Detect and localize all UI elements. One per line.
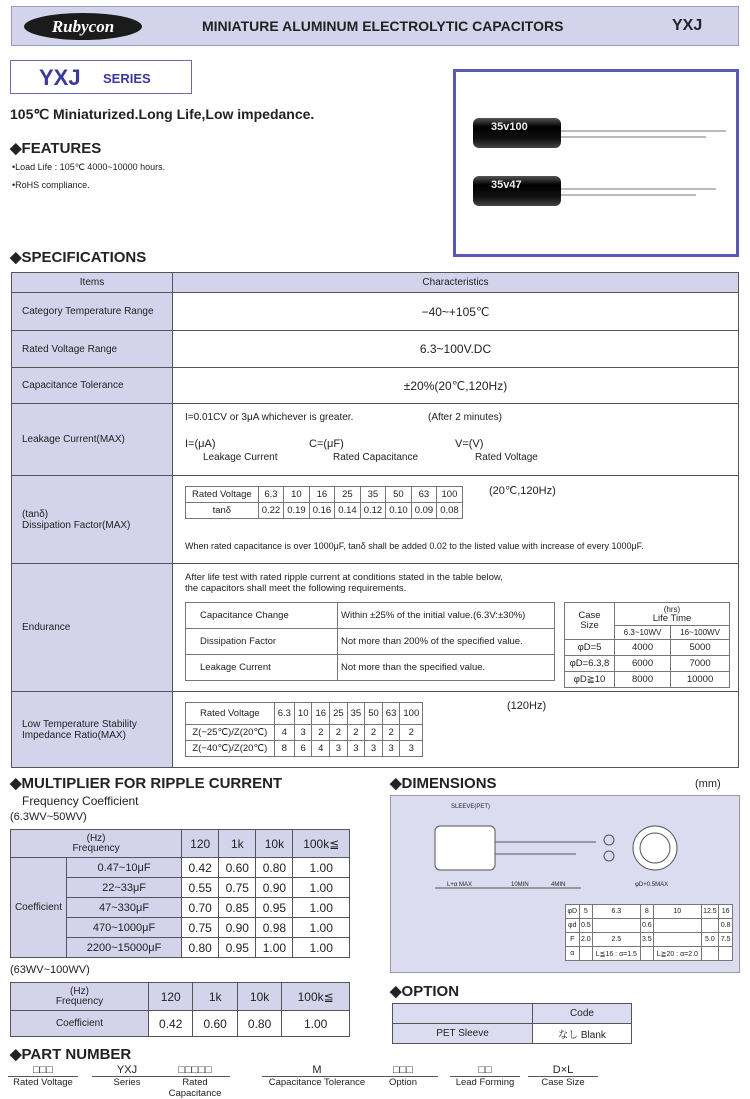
life-cell: 6000 — [615, 656, 671, 672]
hz-label: (Hz) — [70, 985, 89, 997]
part-segment — [528, 1064, 598, 1088]
df-label-1: (tanδ) — [22, 508, 49, 520]
leakage-i-sub: Leakage Current — [203, 452, 278, 463]
freq-col: 100k≦ — [293, 830, 350, 858]
lowtemp-value: 2 — [400, 725, 423, 741]
dimension-cell — [719, 947, 733, 961]
coef-cell: 1.00 — [256, 938, 293, 958]
lowtemp-value: 2 — [312, 725, 330, 741]
lowtemp-value: 2 — [365, 725, 383, 741]
lowtemp-value: 4 — [274, 725, 294, 741]
coef-cell: 0.70 — [182, 898, 219, 918]
lowtemp-cell — [173, 692, 739, 768]
d-label: φD+0.5MAX — [635, 882, 669, 888]
feature-item: •Load Life : 105℃ 4000~10000 hours. — [12, 162, 166, 172]
df-value: 0.12 — [360, 503, 386, 519]
coef-label: Coefficient — [11, 1011, 149, 1037]
header-series-code: YXJ — [672, 17, 703, 34]
dimension-cell: F — [566, 933, 580, 947]
df-value: 0.10 — [386, 503, 412, 519]
life-cell: φD≧10 — [565, 672, 615, 688]
coef-cell: 1.00 — [293, 918, 350, 938]
df-volt: 50 — [386, 487, 412, 503]
endurance-item: Leakage Current — [186, 655, 338, 681]
coef-cell: 1.00 — [282, 1011, 350, 1037]
table-row — [566, 919, 733, 933]
ripple-group-2: (63WV~100WV) — [10, 964, 90, 976]
coef-cell: 0.90 — [256, 878, 293, 898]
part-label: Series — [113, 1077, 141, 1088]
lowtemp-value: 4 — [312, 741, 330, 757]
freq-col: 1k — [219, 830, 256, 858]
endurance-item: Dissipation Factor — [186, 629, 338, 655]
part-number-title: ◆PART NUMBER — [10, 1046, 132, 1063]
coef-cell: 0.80 — [237, 1011, 281, 1037]
dimension-cell: 6.3 — [593, 905, 640, 919]
freq-head — [11, 830, 182, 858]
part-label: Case Size — [541, 1077, 585, 1088]
df-table — [185, 486, 463, 519]
dimension-cell: 0.6 — [640, 919, 654, 933]
part-label: Capacitance Tolerance — [268, 1077, 366, 1088]
series-name: YXJ — [39, 65, 81, 90]
coef-cell: 0.98 — [256, 918, 293, 938]
life-cell: 5000 — [671, 640, 730, 656]
part-segment — [8, 1064, 78, 1088]
lowtemp-value: 2 — [330, 725, 348, 741]
dimension-cell: 2.0 — [579, 933, 593, 947]
df-value: 0.08 — [437, 503, 463, 519]
leakage-v-sub: Rated Voltage — [475, 452, 538, 463]
coef-cell: 0.95 — [256, 898, 293, 918]
dimension-cell: φd — [566, 919, 580, 933]
coef-cell: 0.75 — [182, 918, 219, 938]
ripple-table-2 — [10, 982, 350, 1037]
df-label-2: Dissipation Factor(MAX) — [22, 519, 131, 531]
part-code: □□□ — [8, 1064, 78, 1077]
part-code: □□□ — [368, 1064, 438, 1077]
lowtemp-label-1: Low Temperature Stability — [22, 718, 137, 730]
dimensions-title: ◆DIMENSIONS — [390, 775, 497, 792]
dimension-cell: 5.0 — [701, 933, 719, 947]
life-case-size: Case Size — [565, 603, 615, 640]
coef-cell: 0.90 — [219, 918, 256, 938]
table-row — [566, 933, 733, 947]
df-volt: 25 — [335, 487, 361, 503]
part-code: □□ — [450, 1064, 520, 1077]
lowtemp-condition: (120Hz) — [507, 700, 547, 712]
df-value: 0.16 — [309, 503, 335, 519]
df-cell — [173, 476, 739, 564]
coef-cell: 0.60 — [219, 858, 256, 878]
lowtemp-value: 3 — [330, 741, 348, 757]
option-table — [392, 1003, 632, 1044]
endurance-value: Not more than the specified value. — [338, 655, 555, 681]
temp-label: Category Temperature Range — [12, 293, 173, 331]
coef-cell: 0.42 — [182, 858, 219, 878]
l-label: L+α MAX — [447, 882, 472, 888]
df-condition: (20℃,120Hz) — [489, 485, 556, 497]
lowtemp-value: 3 — [400, 741, 423, 757]
coef-cell: 0.85 — [219, 898, 256, 918]
dimension-cell: 2.5 — [593, 933, 640, 947]
part-segment — [92, 1064, 162, 1088]
sleeve-label: SLEEVE(PET) — [451, 804, 491, 810]
freq-col: 120 — [182, 830, 219, 858]
min-label: 10MIN — [511, 882, 529, 888]
voltage-label: Rated Voltage Range — [12, 331, 173, 368]
coef-cell: 1.00 — [293, 898, 350, 918]
lowtemp-row-label: Z(−40℃)/Z(20℃) — [186, 741, 275, 757]
capacitance-range: 0.47~10μF — [67, 858, 182, 878]
df-value: 0.22 — [258, 503, 284, 519]
min-label: 4MIN — [551, 882, 566, 888]
lowtemp-volt: 6.3 — [274, 703, 294, 725]
lowtemp-value: 2 — [347, 725, 365, 741]
lowtemp-volt: 63 — [382, 703, 400, 725]
dimension-cell — [579, 947, 593, 961]
option-item: PET Sleeve — [393, 1024, 533, 1044]
part-label: Option — [389, 1077, 417, 1088]
leakage-after: (After 2 minutes) — [428, 412, 502, 423]
dimension-cell: 10 — [654, 905, 701, 919]
freq-label: Frequency — [55, 995, 104, 1007]
part-label: Lead Forming — [455, 1077, 515, 1088]
table-row — [11, 858, 350, 878]
ripple-table-1 — [10, 829, 350, 958]
dimensions-unit: (mm) — [695, 778, 721, 790]
dimension-cell — [654, 933, 701, 947]
dimension-cell: 12.5 — [701, 905, 719, 919]
life-hrs: (hrs) — [663, 605, 681, 614]
option-title: ◆OPTION — [390, 983, 460, 1000]
ripple-title: ◆MULTIPLIER FOR RIPPLE CURRENT — [10, 775, 283, 792]
lowtemp-volt: 25 — [330, 703, 348, 725]
df-head: Rated Voltage — [186, 487, 259, 503]
endurance-intro: the capacitors shall meet the following requirements. — [185, 583, 407, 594]
dimension-cell: L≧20 : α=2.0 — [654, 947, 701, 961]
coef-cell: 0.95 — [219, 938, 256, 958]
leakage-formula: I=0.01CV or 3μA whichever is greater. — [185, 412, 354, 423]
life-cell: 10000 — [671, 672, 730, 688]
ripple-group-1: (6.3WV~50WV) — [10, 811, 87, 823]
lowtemp-head: Rated Voltage — [186, 703, 275, 725]
dimension-cell: L≦16 : α=1.5 — [593, 947, 640, 961]
option-code-head: Code — [533, 1004, 632, 1024]
lowtemp-volt: 100 — [400, 703, 423, 725]
specifications-table — [11, 272, 739, 768]
series-label: SERIES — [103, 71, 151, 86]
lowtemp-label — [12, 692, 173, 768]
life-col: 6.3~10WV — [615, 626, 671, 640]
part-label: Rated Voltage — [13, 1077, 73, 1088]
freq-col: 10k — [256, 830, 293, 858]
option-value: なし Blank — [533, 1024, 632, 1044]
product-photo — [453, 69, 739, 257]
leakage-label: Leakage Current(MAX) — [12, 404, 173, 476]
capacitance-range: 470~1000μF — [67, 918, 182, 938]
dimension-cell: 5 — [579, 905, 593, 919]
df-value: 0.09 — [411, 503, 437, 519]
option-corner — [393, 1004, 533, 1024]
part-code: YXJ — [92, 1064, 162, 1077]
lowtemp-value: 3 — [347, 741, 365, 757]
life-cell: φD=6.3,8 — [565, 656, 615, 672]
coef-cell: 1.00 — [293, 878, 350, 898]
life-table — [564, 602, 730, 688]
dimension-cell: 8 — [640, 905, 654, 919]
endurance-cell — [173, 564, 739, 692]
header-title: MINIATURE ALUMINUM ELECTROLYTIC CAPACITORS — [202, 18, 564, 34]
feature-item: •RoHS compliance. — [12, 180, 90, 190]
dimension-cell: 0.8 — [719, 919, 733, 933]
col-items: Items — [12, 273, 173, 293]
brand-logo: Rubycon — [24, 13, 142, 40]
freq-col: 100k≦ — [282, 983, 350, 1011]
part-segment — [160, 1064, 230, 1099]
freq-col: 1k — [193, 983, 237, 1011]
life-cell: 4000 — [615, 640, 671, 656]
part-segment — [368, 1064, 438, 1088]
leakage-c: C=(μF) — [309, 438, 344, 450]
leakage-cell — [173, 404, 739, 476]
df-note: When rated capacitance is over 1000μF, tanδ shall be added 0.02 to the listed value with increase of every 1000μF. — [185, 541, 644, 551]
dimension-cell — [701, 947, 719, 961]
lowtemp-value: 6 — [294, 741, 312, 757]
ripple-subtitle: Frequency Coefficient — [22, 794, 139, 808]
col-characteristics: Characteristics — [173, 273, 739, 293]
dimension-cell: φD — [566, 905, 580, 919]
table-row — [566, 947, 733, 961]
life-title: Life Time — [652, 613, 692, 624]
lowtemp-volt: 35 — [347, 703, 365, 725]
specifications-title: ◆SPECIFICATIONS — [10, 249, 147, 266]
df-volt: 16 — [309, 487, 335, 503]
tagline: 105℃ Miniaturized.Long Life,Low impedance. — [10, 106, 315, 122]
dimension-cell — [654, 919, 701, 933]
df-value: 0.14 — [335, 503, 361, 519]
table-row — [566, 905, 733, 919]
capacitance-range: 47~330μF — [67, 898, 182, 918]
tolerance-value: ±20%(20℃,120Hz) — [173, 368, 739, 404]
dimension-table — [565, 904, 733, 961]
lowtemp-value: 3 — [382, 741, 400, 757]
lowtemp-volt: 50 — [365, 703, 383, 725]
life-col: 16~100WV — [671, 626, 730, 640]
life-time-head — [615, 603, 730, 626]
lowtemp-row-label: Z(−25℃)/Z(20℃) — [186, 725, 275, 741]
dimension-cell: α — [566, 947, 580, 961]
lowtemp-value: 3 — [365, 741, 383, 757]
dimension-cell: 3.5 — [640, 933, 654, 947]
coef-cell: 0.42 — [149, 1011, 193, 1037]
freq-col: 10k — [237, 983, 281, 1011]
df-row-label: tanδ — [186, 503, 259, 519]
df-volt: 35 — [360, 487, 386, 503]
coef-label: Coefficient — [11, 858, 67, 958]
voltage-value: 6.3~100V.DC — [173, 331, 739, 368]
df-volt: 63 — [411, 487, 437, 503]
dimension-cell: 7.5 — [719, 933, 733, 947]
coef-cell: 0.75 — [219, 878, 256, 898]
endurance-item: Capacitance Change — [186, 603, 338, 629]
lowtemp-value: 3 — [294, 725, 312, 741]
part-code: □□□□□ — [160, 1064, 230, 1077]
part-code: D×L — [528, 1064, 598, 1077]
lowtemp-value: 8 — [274, 741, 294, 757]
lowtemp-label-2: Impedance Ratio(MAX) — [22, 729, 126, 741]
dimension-cell: 16 — [719, 905, 733, 919]
leakage-v: V=(V) — [455, 438, 484, 450]
temp-value: −40~+105℃ — [173, 293, 739, 331]
page-header — [11, 6, 739, 46]
dimension-drawing — [390, 795, 740, 973]
freq-col: 120 — [149, 983, 193, 1011]
lowtemp-volt: 16 — [312, 703, 330, 725]
leakage-i: I=(μA) — [185, 438, 216, 450]
dimension-cell: 0.5 — [579, 919, 593, 933]
lowtemp-volt: 10 — [294, 703, 312, 725]
leakage-c-sub: Rated Capacitance — [333, 452, 419, 463]
part-segment — [262, 1064, 372, 1088]
lowtemp-table — [185, 702, 423, 757]
capacitor-image: 35v100 — [473, 118, 561, 148]
coef-cell: 0.80 — [256, 858, 293, 878]
coef-cell: 0.55 — [182, 878, 219, 898]
part-code: M — [262, 1064, 372, 1077]
series-box — [10, 60, 192, 94]
endurance-table — [185, 602, 555, 681]
dimension-cell — [701, 919, 719, 933]
df-value: 0.19 — [284, 503, 310, 519]
capacitance-range: 22~33μF — [67, 878, 182, 898]
capacitor-image: 35v47 — [473, 176, 561, 206]
endurance-label: Endurance — [12, 564, 173, 692]
coef-cell: 0.80 — [182, 938, 219, 958]
coef-cell: 1.00 — [293, 938, 350, 958]
endurance-value: Not more than 200% of the specified value. — [338, 629, 555, 655]
hz-label: (Hz) — [86, 832, 106, 844]
part-label: Rated Capacitance — [168, 1077, 222, 1099]
lowtemp-value: 2 — [382, 725, 400, 741]
freq-head — [11, 983, 149, 1011]
dimension-cell — [593, 919, 640, 933]
freq-label: Frequency — [72, 842, 120, 854]
endurance-intro: After life test with rated ripple current at conditions stated in the table below, — [185, 572, 503, 583]
features-title: ◆FEATURES — [10, 140, 102, 157]
dimension-cell — [640, 947, 654, 961]
endurance-value: Within ±25% of the initial value.(6.3V:±30%) — [338, 603, 555, 629]
life-cell: 7000 — [671, 656, 730, 672]
capacitance-range: 2200~15000μF — [67, 938, 182, 958]
coef-cell: 0.60 — [193, 1011, 237, 1037]
life-cell: φD=5 — [565, 640, 615, 656]
df-volt: 100 — [437, 487, 463, 503]
part-segment — [450, 1064, 520, 1088]
df-volt: 6.3 — [258, 487, 284, 503]
df-volt: 10 — [284, 487, 310, 503]
df-label — [12, 476, 173, 564]
coef-cell: 1.00 — [293, 858, 350, 878]
tolerance-label: Capacitance Tolerance — [12, 368, 173, 404]
life-cell: 8000 — [615, 672, 671, 688]
